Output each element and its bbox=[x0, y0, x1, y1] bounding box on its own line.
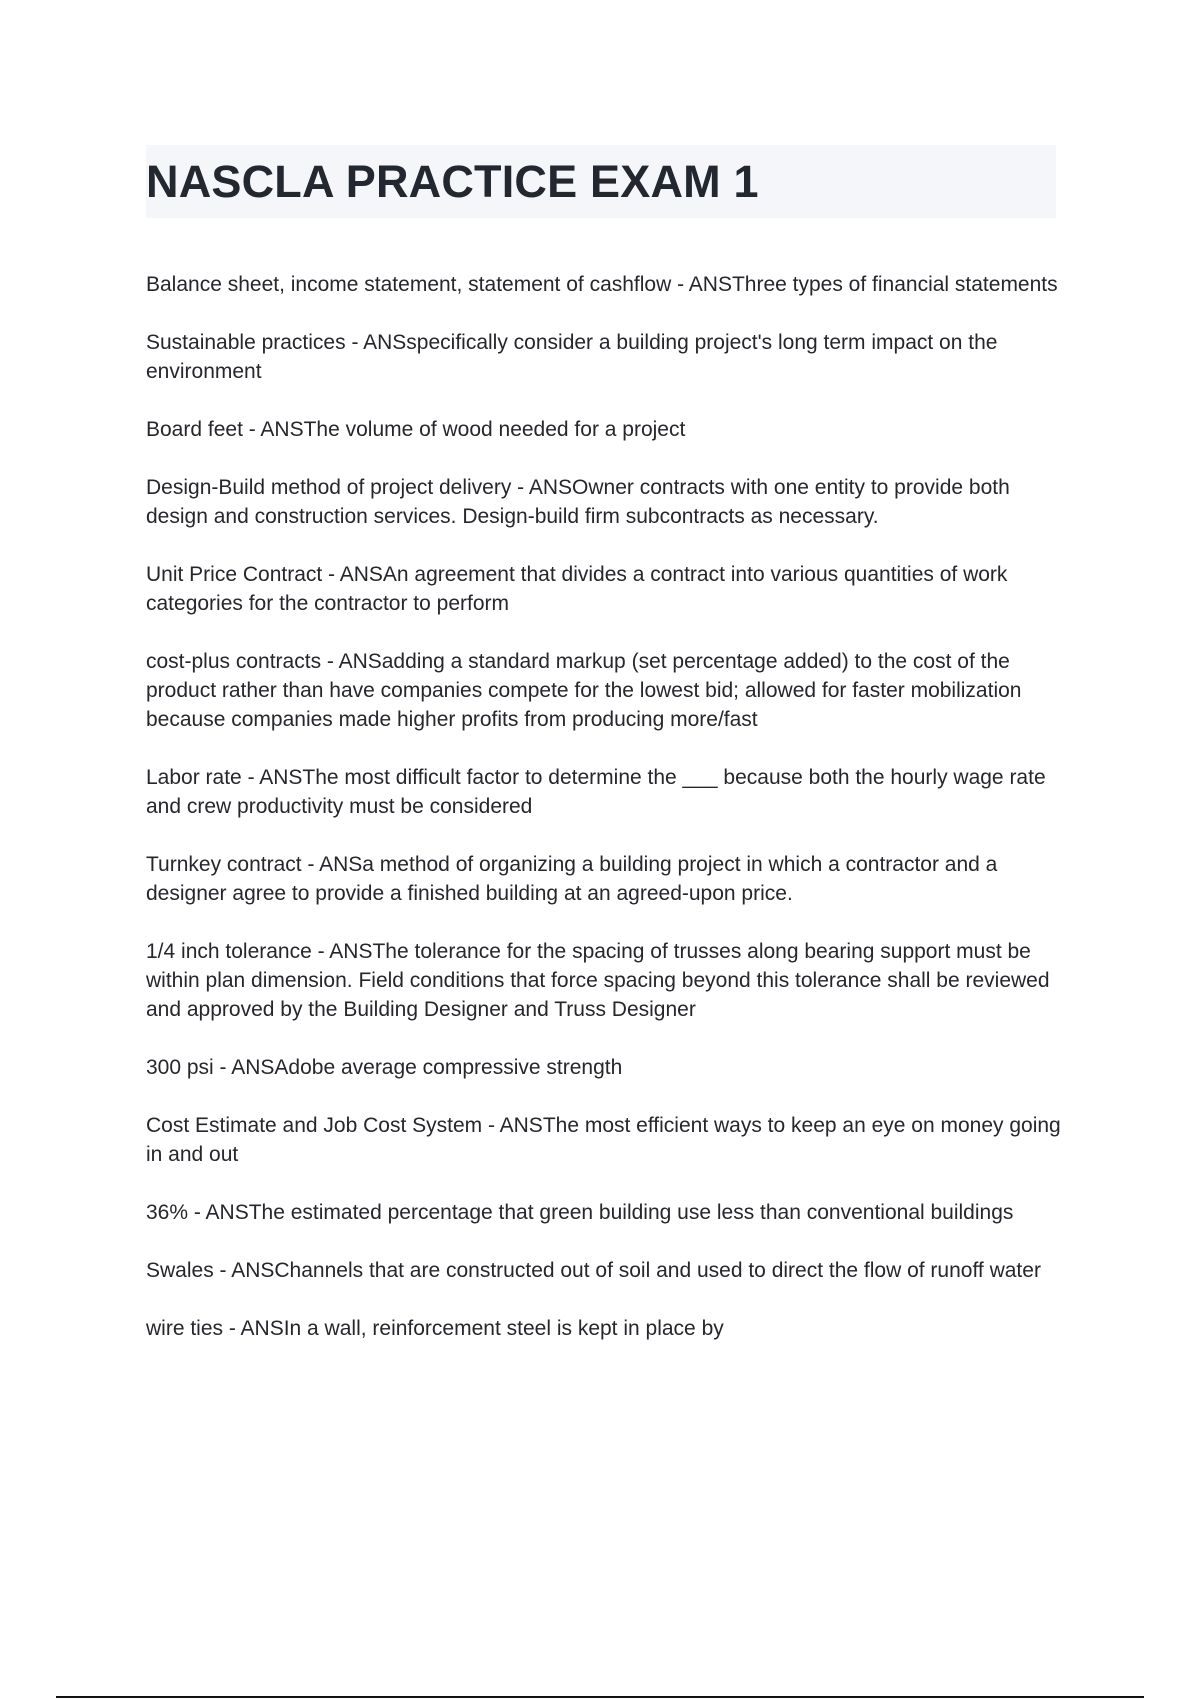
qa-entry: 300 psi - ANSAdobe average compressive strength bbox=[146, 1056, 623, 1079]
qa-entry-list bbox=[146, 270, 1066, 1372]
title-band bbox=[146, 145, 1056, 218]
qa-entry: Board feet - ANSThe volume of wood needed for a project bbox=[146, 418, 686, 441]
qa-entry: 1/4 inch tolerance - ANSThe tolerance for the spacing of trusses along bearing support must be within plan dimension. Field conditions that force spacing beyond this tolerance shall be reviewed and approved by the Building Designer and Truss Designer bbox=[146, 940, 1050, 1021]
qa-entry: 36% - ANSThe estimated percentage that green building use less than conventional buildings bbox=[146, 1201, 1014, 1224]
qa-entry: Cost Estimate and Job Cost System - ANSThe most efficient ways to keep an eye on money going in and out bbox=[146, 1114, 1061, 1166]
qa-entry: cost-plus contracts - ANSadding a standard markup (set percentage added) to the cost of the product rather than have companies compete for the lowest bid; allowed for faster mobilization because companies made higher profits from producing more/fast bbox=[146, 650, 1022, 731]
qa-entry: Unit Price Contract - ANSAn agreement that divides a contract into various quantities of work categories for the contractor to perform bbox=[146, 563, 1008, 615]
qa-entry: Labor rate - ANSThe most difficult factor to determine the ___ because both the hourly wage rate and crew productivity must be considered bbox=[146, 766, 1046, 818]
qa-entry: Balance sheet, income statement, statement of cashflow - ANSThree types of financial statements bbox=[146, 273, 1058, 296]
qa-entry: Design-Build method of project delivery - ANSOwner contracts with one entity to provide both design and construction services. Design-build firm subcontracts as necessary. bbox=[146, 476, 1010, 528]
qa-entry: Sustainable practices - ANSspecifically consider a building project's long term impact on the environment bbox=[146, 331, 998, 383]
qa-entry: wire ties - ANSIn a wall, reinforcement steel is kept in place by bbox=[146, 1317, 724, 1340]
qa-entry: Turnkey contract - ANSa method of organizing a building project in which a contractor and a designer agree to provide a finished building at an agreed-upon price. bbox=[146, 853, 998, 905]
document-title: NASCLA PRACTICE EXAM 1 bbox=[146, 156, 759, 207]
footer-rule bbox=[56, 1696, 1144, 1698]
qa-entry: Swales - ANSChannels that are constructed out of soil and used to direct the flow of runoff water bbox=[146, 1259, 1041, 1282]
